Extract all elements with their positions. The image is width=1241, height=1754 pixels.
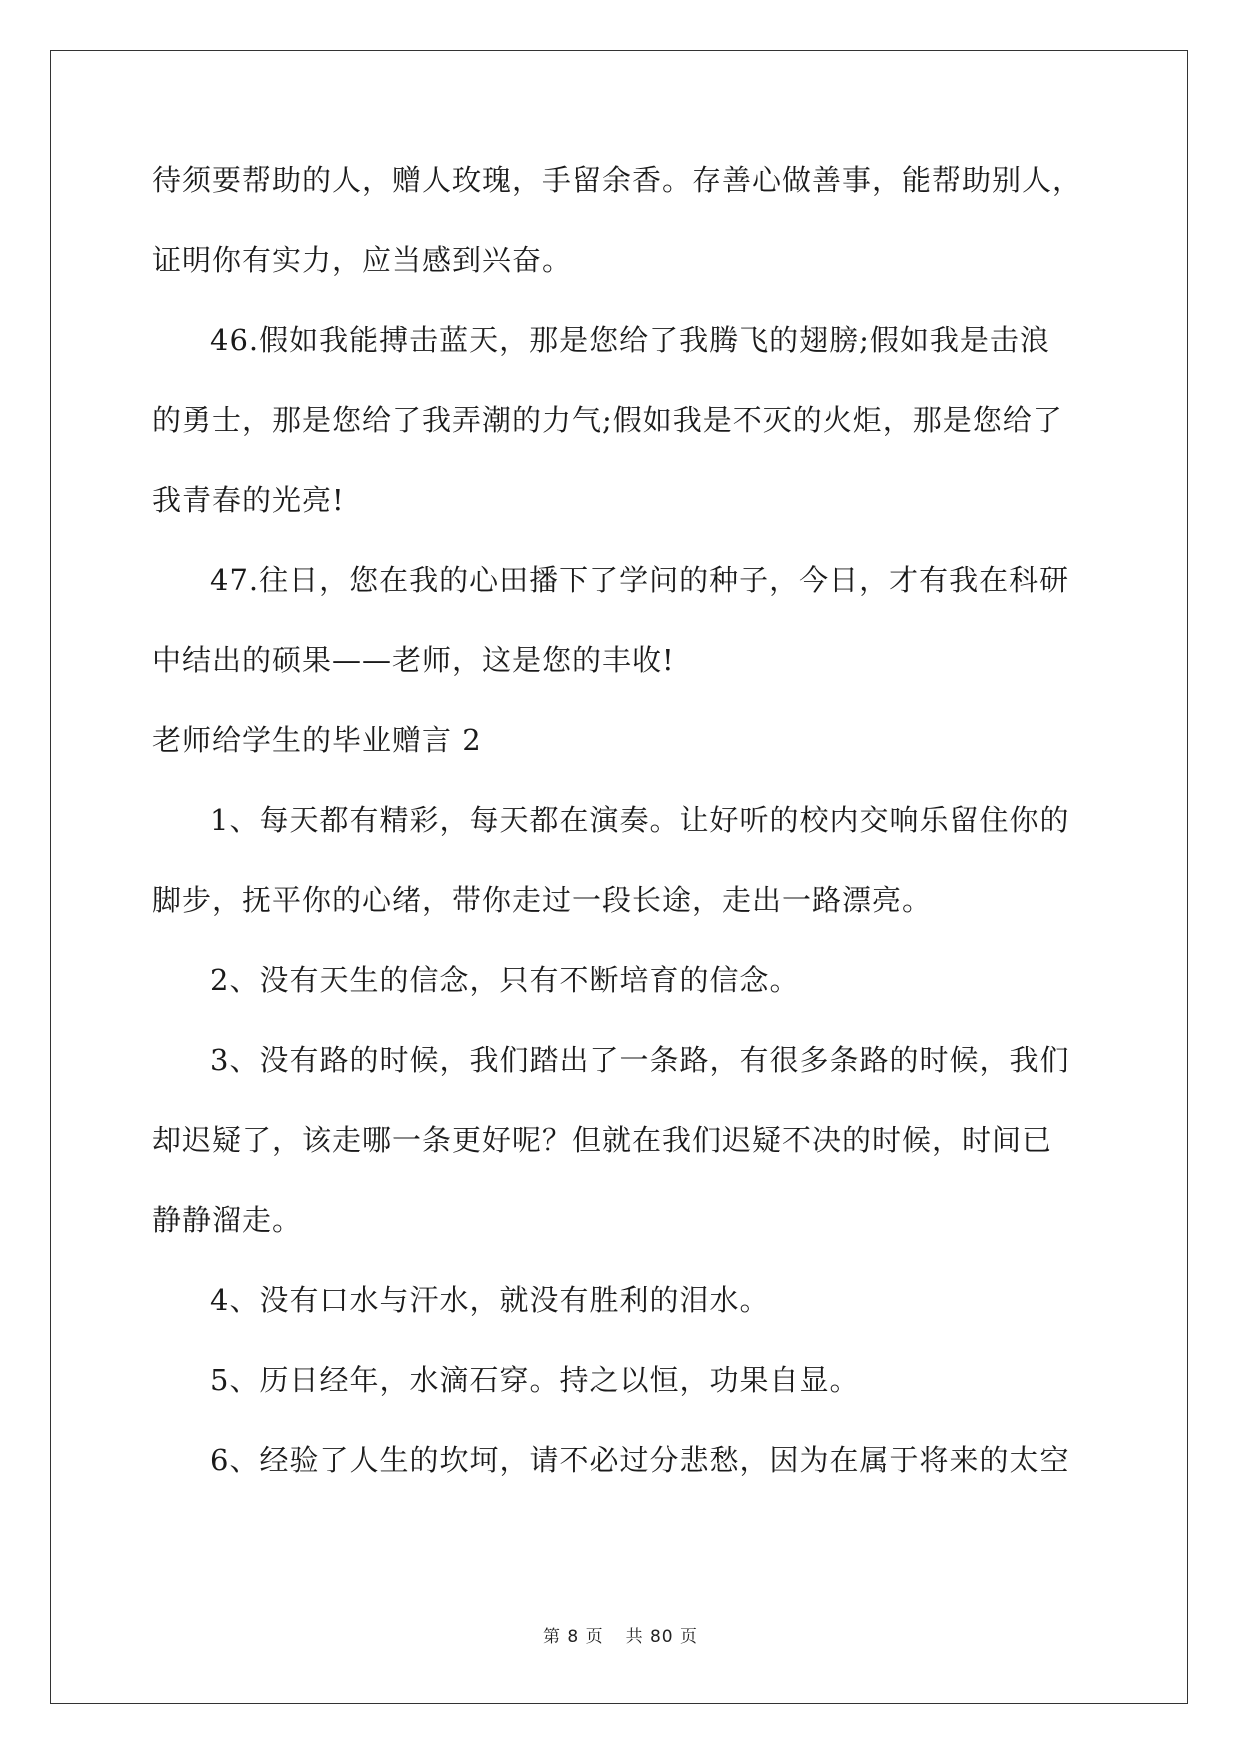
text-line: 3、没有路的时候，我们踏出了一条路，有很多条路的时候，我们	[210, 1043, 1070, 1077]
page-footer	[0, 1622, 1241, 1647]
text-line: 2、没有天生的信念，只有不断培育的信念。	[210, 963, 800, 997]
text-line: 5、历日经年，水滴石穿。持之以恒，功果自显。	[210, 1363, 860, 1397]
text-line: 47.往日，您在我的心田播下了学问的种子，今日，才有我在科研	[210, 563, 1070, 597]
text-line: 却迟疑了，该走哪一条更好呢？但就在我们迟疑不决的时候，时间已	[152, 1123, 1053, 1157]
page-number: 第 8 页	[542, 1627, 604, 1647]
text-line: 我青春的光亮!	[152, 483, 345, 517]
text-line: 中结出的硕果——老师，这是您的丰收!	[152, 643, 675, 677]
page-total: 共 80 页	[625, 1627, 699, 1647]
text-line: 证明你有实力，应当感到兴奋。	[152, 243, 573, 277]
document-body	[152, 163, 1097, 1523]
text-line: 46.假如我能搏击蓝天，那是您给了我腾飞的翅膀;假如我是击浪	[210, 323, 1050, 357]
text-line: 4、没有口水与汗水，就没有胜利的泪水。	[210, 1283, 770, 1317]
text-line: 1、每天都有精彩，每天都在演奏。让好听的校内交响乐留住你的	[210, 803, 1070, 837]
section-heading: 老师给学生的毕业赠言 2	[152, 723, 482, 757]
text-line: 脚步，抚平你的心绪，带你走过一段长途，走出一路漂亮。	[152, 883, 933, 917]
text-line: 的勇士，那是您给了我弄潮的力气;假如我是不灭的火炬，那是您给了	[152, 403, 1063, 437]
text-line: 静静溜走。	[152, 1203, 303, 1237]
text-line: 待须要帮助的人，赠人玫瑰，手留余香。存善心做善事，能帮助别人，	[152, 163, 1083, 197]
text-line: 6、经验了人生的坎坷，请不必过分悲愁，因为在属于将来的太空	[210, 1443, 1070, 1477]
